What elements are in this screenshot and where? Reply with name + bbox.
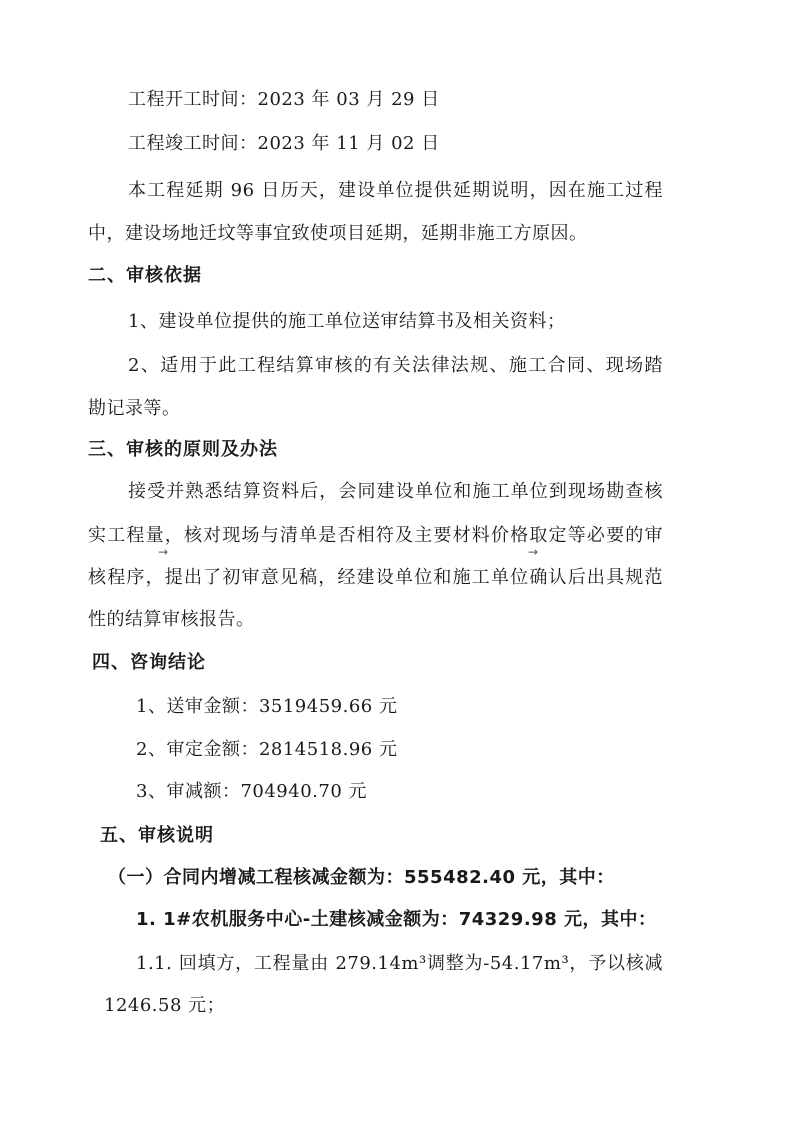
section-3-line-4: 性的结算审核报告。 bbox=[88, 609, 255, 630]
section-5-subsection-1-1: 1. 1#农机服务中心-土建核减金额为：74329.98 元，其中： bbox=[136, 909, 657, 930]
section-4-item-2: 2、审定金额：2814518.96 元 bbox=[136, 739, 398, 760]
section-4-item-3: 3、审减额：704940.70 元 bbox=[136, 781, 368, 802]
section-3-line-2: 实工程量，核对现场与清单是否相符及主要材料价格取定等必要的审 bbox=[88, 525, 663, 546]
section-2-item-2-line-2: 勘记录等。 bbox=[88, 398, 181, 419]
section-3-heading: 三、审核的原则及办法 bbox=[88, 439, 278, 460]
section-5-detail-line-2: 1246.58 元； bbox=[104, 995, 226, 1016]
section-2-item-2-line-1: 2、适用于此工程结算审核的有关法律法规、施工合同、现场踏 bbox=[128, 355, 663, 376]
scan-mark: → bbox=[528, 545, 539, 559]
section-2-heading: 二、审核依据 bbox=[88, 265, 202, 286]
section-4-item-1: 1、送审金额：3519459.66 元 bbox=[136, 696, 398, 717]
delay-paragraph-line-1: 本工程延期 96 日历天，建设单位提供延期说明，因在施工过程 bbox=[128, 180, 663, 201]
finish-date-line: 工程竣工时间：2023 年 11 月 02 日 bbox=[128, 133, 440, 154]
section-5-detail-line-1: 1.1. 回填方，工程量由 279.14m³调整为-54.17m³，予以核减 bbox=[136, 953, 663, 974]
delay-paragraph-line-2: 中，建设场地迁坟等事宜致使项目延期，延期非施工方原因。 bbox=[88, 223, 588, 244]
section-4-heading: 四、咨询结论 bbox=[92, 652, 206, 673]
section-5-subsection-1: （一）合同内增减工程核减金额为：555482.40 元，其中： bbox=[108, 867, 615, 888]
section-2-item-1: 1、建设单位提供的施工单位送审结算书及相关资料； bbox=[128, 311, 566, 332]
section-5-heading: 五、审核说明 bbox=[100, 825, 214, 846]
section-3-line-3: 核程序，提出了初审意见稿，经建设单位和施工单位确认后出具规范 bbox=[88, 567, 663, 588]
section-3-line-1: 接受并熟悉结算资料后，会同建设单位和施工单位到现场勘查核 bbox=[128, 481, 663, 502]
scan-mark: → bbox=[158, 545, 169, 559]
start-date-line: 工程开工时间：2023 年 03 月 29 日 bbox=[128, 89, 440, 110]
